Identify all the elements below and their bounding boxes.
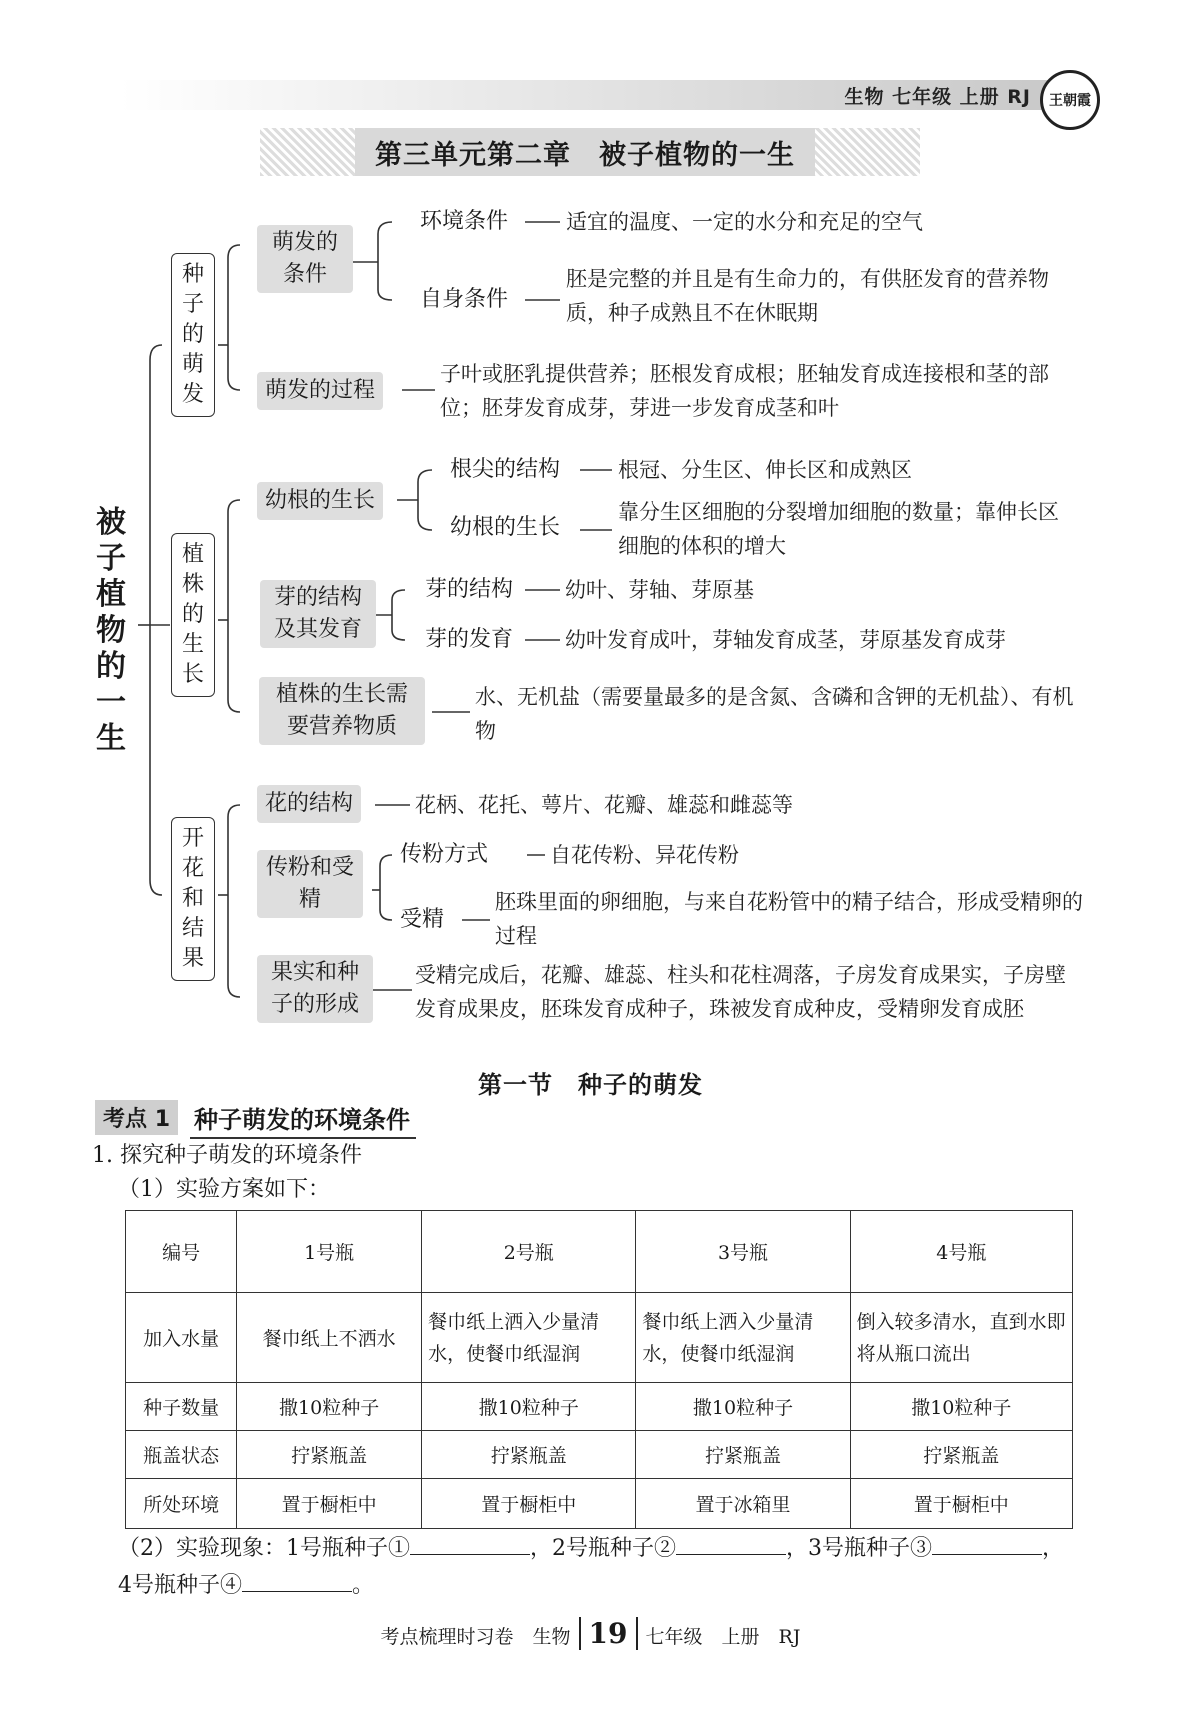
node-self-conditions: 自身条件 — [420, 287, 509, 312]
node-fertilization: 受精 — [400, 907, 445, 932]
q2-bottle4: 4号瓶种子④ — [118, 1573, 242, 1598]
table-cell: 撒10粒种子 — [237, 1383, 422, 1431]
table-header: 编号 — [126, 1211, 237, 1293]
table-cell: 种子数量 — [126, 1383, 237, 1431]
node-fruit-seed-formation: 果实和种子的形成 — [257, 955, 373, 1023]
node-bud-structure-development: 芽的结构及其发育 — [260, 580, 376, 648]
desc-fruit-seed-formation: 受精完成后，花瓣、雄蕊、柱头和花柱凋落，子房发育成果实，子房壁发育成果皮，胚珠发育成种子，珠被发育成种皮，受精卵发育成胚 — [415, 963, 1066, 1021]
table-cell: 餐巾纸上不洒水 — [237, 1293, 422, 1383]
node-pollination-fertilization: 传粉和受精 — [257, 850, 363, 918]
node-root-growth: 幼根的生长 — [257, 482, 383, 520]
node-bud-development: 芽的发育 — [425, 627, 514, 652]
table-cell: 加入水量 — [126, 1293, 237, 1383]
experiment-table — [125, 1210, 1073, 1529]
q2-comma: ， — [1042, 1536, 1065, 1561]
table-cell: 餐巾纸上洒入少量清水，使餐巾纸湿润 — [422, 1293, 636, 1383]
page-number: 19 — [579, 1617, 638, 1650]
node-env-conditions: 环境条件 — [420, 209, 509, 234]
desc-env-conditions: 适宜的温度、一定的水分和充足的空气 — [566, 210, 923, 234]
question-1: 1. 探究种子萌发的环境条件 — [92, 1143, 362, 1168]
table-cell: 置于橱柜中 — [850, 1479, 1072, 1529]
q2-bottle1: 1号瓶种子① — [286, 1536, 410, 1561]
logo-text: 王朝霞 — [1049, 93, 1091, 109]
table-row — [126, 1383, 1073, 1431]
page-footer — [0, 1617, 1181, 1650]
node-bud-structure: 芽的结构 — [425, 577, 514, 602]
desc-fertilization: 胚珠里面的卵细胞，与来自花粉管中的精子结合，形成受精卵的过程 — [495, 890, 1083, 948]
table-row — [126, 1431, 1073, 1479]
question-1-part-1: （1）实验方案如下： — [118, 1177, 330, 1202]
answer-blank-1[interactable] — [410, 1530, 530, 1555]
q2-bottle2: ，2号瓶种子② — [530, 1536, 676, 1561]
table-cell: 置于冰箱里 — [636, 1479, 850, 1529]
kaodian-text: 考点 — [103, 1107, 148, 1132]
table-header: 3号瓶 — [636, 1211, 850, 1293]
kaodian-label — [95, 1100, 178, 1135]
footer-left: 考点梳理时习卷 生物 — [380, 1626, 571, 1648]
subject-line: 生物 七年级 上册 RJ — [844, 86, 1031, 108]
node-nutrient-needs: 植株的生长需要营养物质 — [259, 677, 425, 745]
chapter-title: 第三单元第二章 被子植物的一生 — [355, 128, 815, 176]
desc-self-conditions: 胚是完整的并且是有生命力的，有供胚发育的营养物质，种子成熟且不在休眠期 — [566, 267, 1049, 325]
node-pollination-mode: 传粉方式 — [400, 842, 489, 867]
branch-plant-growth: 植株的生长 — [171, 533, 215, 697]
desc-nutrient-needs: 水、无机盐（需要量最多的是含氮、含磷和含钾的无机盐）、有机物 — [475, 685, 1074, 743]
desc-pollination-mode: 自花传粉、异花传粉 — [550, 843, 739, 867]
table-cell: 拧紧瓶盖 — [237, 1431, 422, 1479]
footer-right: 七年级 上册 RJ — [645, 1626, 801, 1648]
desc-germination-process: 子叶或胚乳提供营养；胚根发育成根；胚轴发育成连接根和茎的部位；胚芽发育成芽，芽进一步发育成茎和叶 — [440, 362, 1049, 420]
desc-flower-structure: 花柄、花托、萼片、花瓣、雄蕊和雌蕊等 — [415, 793, 793, 817]
table-cell: 置于橱柜中 — [422, 1479, 636, 1529]
table-row — [126, 1479, 1073, 1529]
desc-young-root-growth: 靠分生区细胞的分裂增加细胞的数量；靠伸长区细胞的体积的增大 — [618, 500, 1059, 558]
node-germination-conditions: 萌发的条件 — [257, 225, 353, 293]
node-young-root-growth: 幼根的生长 — [450, 515, 561, 540]
node-germination-process: 萌发的过程 — [257, 372, 383, 410]
table-cell: 撒10粒种子 — [850, 1383, 1072, 1431]
node-flower-structure: 花的结构 — [257, 785, 361, 823]
table-cell: 拧紧瓶盖 — [636, 1431, 850, 1479]
q2-bottle3: ，3号瓶种子③ — [786, 1536, 932, 1561]
table-cell: 撒10粒种子 — [636, 1383, 850, 1431]
mindmap-root: 被子植物的一生 — [96, 505, 126, 756]
kaodian-title: 种子萌发的环境条件 — [190, 1100, 416, 1139]
section-title: 第一节 种子的萌发 — [478, 1071, 703, 1099]
table-header-row — [126, 1211, 1073, 1293]
table-header: 4号瓶 — [850, 1211, 1072, 1293]
answer-blank-2[interactable] — [676, 1530, 786, 1555]
kaodian-number: 1 — [154, 1107, 170, 1132]
node-root-tip-structure: 根尖的结构 — [450, 457, 561, 482]
question-1-part-2 — [118, 1530, 1078, 1604]
table-cell: 瓶盖状态 — [126, 1431, 237, 1479]
table-row — [126, 1293, 1073, 1383]
table-cell: 所处环境 — [126, 1479, 237, 1529]
table-cell: 置于橱柜中 — [237, 1479, 422, 1529]
table-cell: 拧紧瓶盖 — [850, 1431, 1072, 1479]
desc-root-tip-structure: 根冠、分生区、伸长区和成熟区 — [618, 458, 912, 482]
table-header: 1号瓶 — [237, 1211, 422, 1293]
table-cell: 撒10粒种子 — [422, 1383, 636, 1431]
table-cell: 餐巾纸上洒入少量清水，使餐巾纸湿润 — [636, 1293, 850, 1383]
desc-bud-development: 幼叶发育成叶，芽轴发育成茎，芽原基发育成芽 — [565, 628, 1006, 652]
desc-bud-structure: 幼叶、芽轴、芽原基 — [565, 578, 754, 602]
table-cell: 拧紧瓶盖 — [422, 1431, 636, 1479]
table-cell: 倒入较多清水，直到水即将从瓶口流出 — [850, 1293, 1072, 1383]
q2-prefix: （2）实验现象： — [118, 1536, 286, 1561]
branch-flowering-fruiting: 开花和结果 — [171, 817, 215, 981]
answer-blank-4[interactable] — [242, 1567, 352, 1592]
q2-end: 。 — [352, 1573, 375, 1598]
answer-blank-3[interactable] — [932, 1530, 1042, 1555]
branch-seed-germination: 种子的萌发 — [171, 253, 215, 417]
table-header: 2号瓶 — [422, 1211, 636, 1293]
